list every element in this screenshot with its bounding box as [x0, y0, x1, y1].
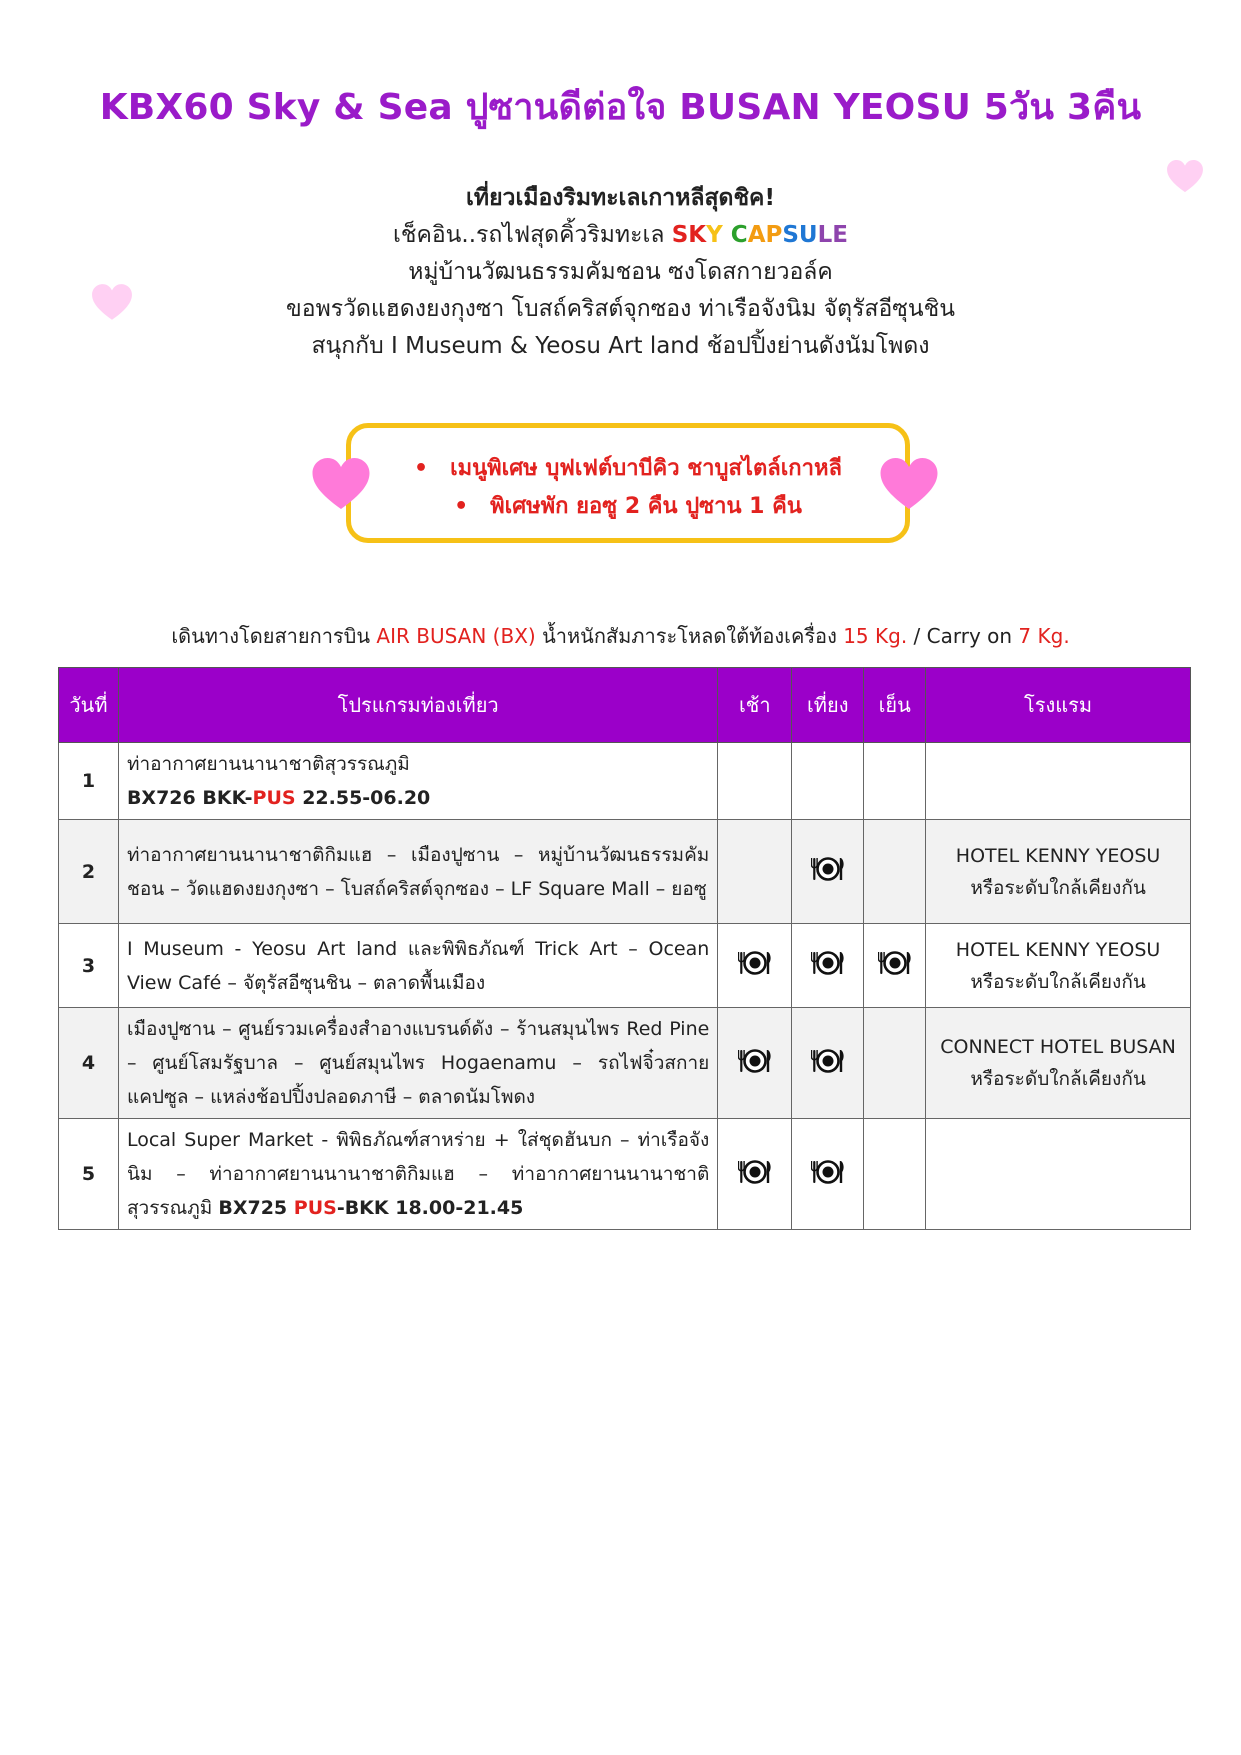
header-day: วันที่: [59, 668, 119, 743]
day-number: 5: [59, 1119, 119, 1230]
intro-line-prefix: เช็คอิน..รถไฟสุดคิ้วริมทะเล: [393, 222, 665, 248]
itinerary-table: [58, 667, 1191, 1230]
hotel-cell: [926, 1119, 1191, 1230]
page-title: KBX60 Sky & Sea ปูซานดีต่อใจ BUSAN YEOSU 5วัน 3คืน: [99, 87, 1142, 128]
sky-capsule-text: [672, 222, 848, 248]
table-row: [59, 820, 1191, 924]
day-number: 2: [59, 820, 119, 924]
highlight-box: [346, 423, 910, 543]
highlight-item: • เมนูพิเศษ บุฟเฟต์บาบีคิว ชาบูสไตล์เกาหลี: [414, 456, 842, 481]
program-cell: ท่าอากาศยานนานาชาติสุวรรณภูมิ BX726 BKK-PUS 22.55-06.20: [118, 743, 717, 820]
meal-lunch: [792, 924, 864, 1008]
heart-icon: [311, 458, 371, 512]
meal-dinner: [864, 1119, 926, 1230]
plate-cutlery-icon: [811, 1046, 845, 1081]
plate-cutlery-icon: [738, 1157, 772, 1192]
intro-line-5: สนุกกับ I Museum & Yeosu Art land ช้อปปิ้งย่านดังนัมโพดง: [311, 333, 930, 359]
header-dinner: เย็น: [864, 668, 926, 743]
hotel-cell: [926, 743, 1191, 820]
meal-breakfast: [718, 820, 792, 924]
header-program: โปรแกรมท่องเที่ยว: [118, 668, 717, 743]
intro-line-4: ขอพรวัดแฮดงยงกุงซา โบสถ์คริสต์จุกซอง ท่าเรือจังนิม จัตุรัสอีซุนชิน: [286, 296, 955, 322]
intro-text: [0, 180, 1241, 365]
plate-cutlery-icon: [738, 948, 772, 983]
plate-cutlery-icon: [811, 1157, 845, 1192]
header-breakfast: เช้า: [718, 668, 792, 743]
checked-baggage: 15 Kg.: [843, 624, 908, 648]
table-row: [59, 1119, 1191, 1230]
table-row: [59, 743, 1191, 820]
flight-info: BX725 PUS-BKK 18.00-21.45: [218, 1197, 524, 1219]
rainbow-part: LE: [817, 222, 848, 248]
bullet: •: [454, 494, 469, 519]
header-hotel: โรงแรม: [926, 668, 1191, 743]
airline-name: AIR BUSAN (BX): [376, 624, 536, 648]
rainbow-part: AP: [747, 222, 783, 248]
program-cell: ท่าอากาศยานนานาชาติกิมแฮ – เมืองปูซาน – หมู่บ้านวัฒนธรรมคัมชอน – วัดแฮดงยงกุงซา – โบสถ์คริสต์จุกซอง – LF Square Mall – ยอซู: [118, 820, 717, 924]
meal-dinner: [864, 1008, 926, 1119]
meal-dinner: [864, 820, 926, 924]
heart-icon: [879, 458, 939, 512]
hotel-cell: HOTEL KENNY YEOSU หรือระดับใกล้เคียงกัน: [926, 924, 1191, 1008]
meal-breakfast: [718, 743, 792, 820]
rainbow-part: Y: [706, 222, 731, 248]
meal-lunch: [792, 1119, 864, 1230]
plate-cutlery-icon: [738, 1046, 772, 1081]
plate-cutlery-icon: [811, 854, 845, 889]
plate-cutlery-icon: [878, 948, 912, 983]
day-number: 4: [59, 1008, 119, 1119]
flight-info: BX726 BKK-PUS 22.55-06.20: [126, 787, 431, 809]
program-cell: Local Super Market - พิพิธภัณฑ์สาหร่าย + ใส่ชุดฮันบก – ท่าเรือจังนิม – ท่าอากาศยานนานาชาติกิมแฮ – ท่าอากาศยานนานาชาติสุวรรณภูมิ BX725 PUS-BKK 18.00-21.45: [118, 1119, 717, 1230]
intro-headline: เที่ยวเมืองริมทะเลเกาหลีสุดชิค!: [466, 185, 775, 211]
day-number: 1: [59, 743, 119, 820]
table-row: [59, 1008, 1191, 1119]
carry-on-baggage: 7 Kg.: [1018, 624, 1070, 648]
meal-breakfast: [718, 1008, 792, 1119]
intro-line-3: หมู่บ้านวัฒนธรรมคัมชอน ซงโดสกายวอล์ค: [408, 259, 833, 285]
airline-info: เดินทางโดยสายการบิน AIR BUSAN (BX) น้ำหนักสัมภาระโหลดใต้ท้องเครื่อง 15 Kg. / Carry on 7 Kg.: [171, 624, 1070, 648]
program-cell: เมืองปูซาน – ศูนย์รวมเครื่องสำอางแบรนด์ดัง – ร้านสมุนไพร Red Pine – ศูนย์โสมรัฐบาล – ศูนย์สมุนไพร Hogaenamu – รถไฟจิ๋วสกายแคปซูล – แหล่งช้อปปิ้งปลอดภาษี – ตลาดนัมโพดง: [118, 1008, 717, 1119]
program-cell: I Museum - Yeosu Art land และพิพิธภัณฑ์ Trick Art – Ocean View Café – จัตุรัสอีซุนชิน – ตลาดพื้นเมือง: [118, 924, 717, 1008]
header-lunch: เที่ยง: [792, 668, 864, 743]
meal-lunch: [792, 743, 864, 820]
rainbow-part: SU: [782, 222, 818, 248]
meal-lunch: [792, 820, 864, 924]
rainbow-part: SK: [671, 222, 707, 248]
meal-breakfast: [718, 1119, 792, 1230]
meal-breakfast: [718, 924, 792, 1008]
table-row: [59, 924, 1191, 1008]
intro-line-sky-capsule: [0, 217, 1241, 254]
day-number: 3: [59, 924, 119, 1008]
rainbow-part: C: [730, 222, 748, 248]
meal-lunch: [792, 1008, 864, 1119]
plate-cutlery-icon: [811, 948, 845, 983]
table-header-row: [59, 668, 1191, 743]
meal-dinner: [864, 743, 926, 820]
highlight-item: • พิเศษพัก ยอซู 2 คืน ปูซาน 1 คืน: [454, 494, 802, 519]
bullet: •: [414, 456, 429, 481]
meal-dinner: [864, 924, 926, 1008]
hotel-cell: HOTEL KENNY YEOSU หรือระดับใกล้เคียงกัน: [926, 820, 1191, 924]
hotel-cell: CONNECT HOTEL BUSAN หรือระดับใกล้เคียงกัน: [926, 1008, 1191, 1119]
